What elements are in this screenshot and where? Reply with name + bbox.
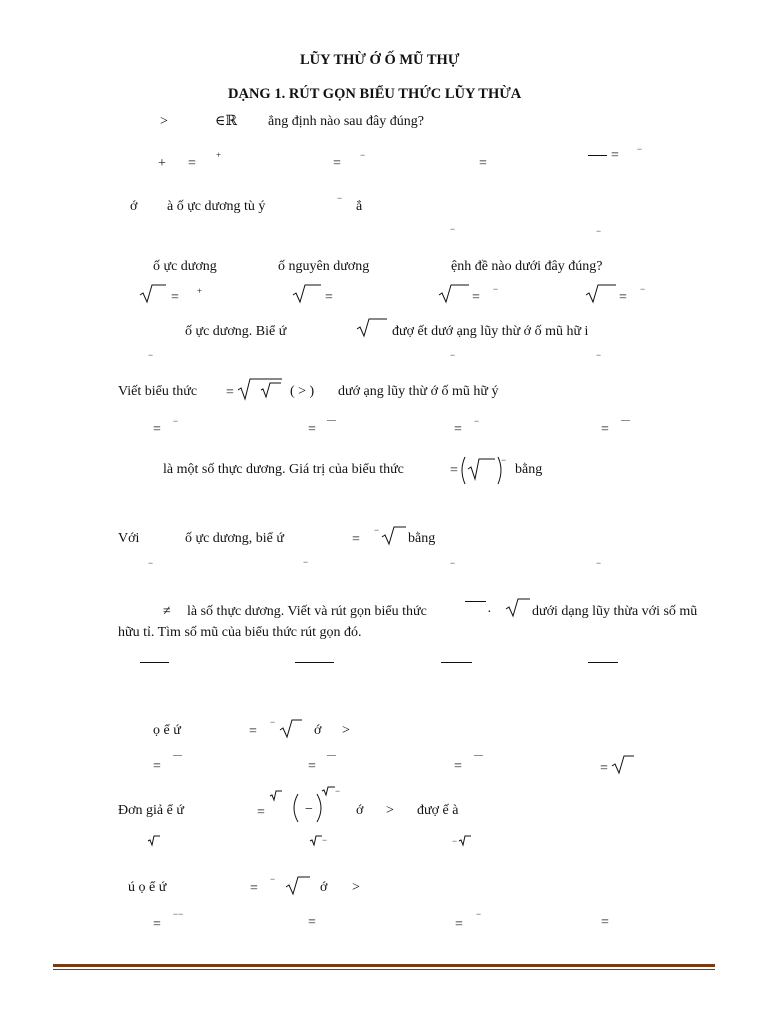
q1-stem-in-reals: ∈ℝ (215, 114, 237, 129)
q1-option-a-plus: + (158, 156, 166, 171)
q3-option-d-sup: − (640, 284, 646, 294)
q2-stem-with: ớ (130, 199, 138, 214)
q8-stem-radical (505, 598, 531, 618)
q11-stem-eq: = (250, 881, 258, 896)
q4-stem-text: ố ực dương. Biể ứ (185, 324, 287, 339)
q9-option-c-sup: — (474, 750, 483, 760)
q1-option-b-sup: − (360, 150, 366, 160)
q8-stem-text-2: dưới dạng lũy thừa với số mũ (532, 604, 698, 619)
q1-option-c-eq: = (479, 156, 487, 171)
q10-stem-eq: = (257, 805, 265, 820)
q10-stem-result: đượ ế à (417, 803, 459, 818)
q7-stem-radical (381, 526, 407, 546)
q7-stem-with: Với (118, 531, 140, 546)
q5-stem-nested-radical (237, 377, 283, 401)
footer-rule-thick (53, 964, 715, 967)
q2-stem-sup: − (337, 193, 343, 203)
q10-option-b-radical (309, 835, 323, 847)
q7-option-c: − (450, 558, 456, 568)
q10-option-c-radical (458, 835, 472, 847)
q9-option-d-radical (611, 755, 635, 775)
q11-option-b-eq: = (308, 915, 316, 930)
q1-option-d-eq: = (611, 148, 619, 163)
q6-stem-text: là một số thực dương. Giá trị của biểu thức (163, 462, 404, 477)
q7-stem-sup: − (374, 525, 380, 535)
q1-option-b-eq: = (333, 156, 341, 171)
q4-option-a: − (148, 350, 154, 360)
q10-option-a-radical (147, 835, 161, 847)
q10-stem-gt: > (386, 803, 394, 818)
q4-option-d: − (596, 350, 602, 360)
q3-stem-int: ố nguyên dương (278, 259, 370, 274)
q5-option-c-sup: − (474, 416, 480, 426)
q11-stem-with: ớ (320, 880, 328, 895)
q2-option-c: − (450, 224, 456, 234)
q4-option-c: − (450, 350, 456, 360)
q9-stem-gt: > (342, 723, 350, 738)
q9-option-d-eq: = (600, 761, 608, 776)
q9-option-a-sup: — (173, 750, 182, 760)
q11-option-a-eq: = (153, 917, 161, 932)
q9-option-b-eq: = (308, 759, 316, 774)
q3-option-a-eq: = (171, 290, 179, 305)
q8-option-b-fraction-bar (295, 662, 334, 663)
q7-option-a: − (148, 558, 154, 568)
q4-stem-radical (356, 318, 388, 338)
q8-stem-text-3: hữu tỉ. Tìm số mũ của biểu thức rút gọn đó. (118, 625, 362, 640)
q8-stem-dot: · (487, 605, 492, 620)
q11-option-d-eq: = (601, 915, 609, 930)
q11-stem-sup: − (270, 874, 276, 884)
q5-stem-rest: dướ ạng lũy thừ ớ ố mũ hữ ý (338, 384, 499, 399)
q7-stem-eq: = (352, 532, 360, 547)
q9-option-a-eq: = (153, 759, 161, 774)
q10-option-c-minus: − (452, 836, 458, 846)
q9-stem-radical (279, 719, 303, 739)
q2-stem-claim: ẳ (356, 199, 363, 214)
q1-stem-text: ẳng định nào sau đây đúng? (268, 114, 424, 129)
q1-stem-gt: > (160, 114, 168, 129)
q3-option-d-eq: = (619, 290, 627, 305)
q3-stem-real: ố ực dương (153, 259, 217, 274)
q8-option-c-fraction-bar (441, 662, 472, 663)
q11-option-a-sup: −− (173, 909, 184, 919)
q1-option-d-fraction-bar (588, 155, 607, 156)
q5-stem-text: Viết biểu thức (118, 384, 198, 399)
q9-stem-with: ớ (314, 723, 322, 738)
q9-stem-sup: − (270, 717, 276, 727)
q1-option-d-sup: − (637, 144, 643, 154)
q1-option-a-eq: = (188, 156, 196, 171)
q11-stem-text: ú ọ ể ứ (128, 880, 167, 895)
q9-stem-eq: = (249, 724, 257, 739)
q11-option-c-eq: = (455, 917, 463, 932)
q10-stem-text: Đơn giả ể ứ (118, 803, 184, 818)
q3-option-a-radical (139, 284, 167, 304)
q7-stem-equals-word: bằng (408, 531, 436, 546)
q8-option-a-fraction-bar (140, 662, 169, 663)
q5-stem-condition: ( > ) (290, 384, 315, 399)
q6-stem-sup: − (501, 455, 507, 465)
q8-option-d-fraction-bar (588, 662, 618, 663)
q3-option-a-sup: + (197, 286, 203, 296)
q3-option-c-eq: = (472, 290, 480, 305)
q9-stem-text: ọ ể ứ (153, 723, 181, 738)
q7-option-b: − (303, 557, 309, 567)
q3-stem-text: ệnh đề nào dưới đây đúng? (451, 259, 603, 274)
q10-option-b-sup: − (322, 835, 328, 845)
q5-option-c-eq: = (454, 422, 462, 437)
q5-stem-eq: = (226, 385, 234, 400)
q8-stem-text: là số thực dương. Viết và rút gọn biểu thức (187, 604, 427, 619)
q5-option-d-sup: — (621, 415, 630, 425)
q4-stem-written: đượ ết dướ ạng lũy thừ ớ ố mũ hữ i (392, 324, 589, 339)
q1-option-a-sup: + (216, 150, 222, 160)
q7-stem-text: ố ực dương, biể ứ (185, 531, 284, 546)
q3-option-b-eq: = (325, 290, 333, 305)
q5-option-a-sup: − (173, 416, 179, 426)
q10-stem-with: ớ (356, 803, 364, 818)
q9-option-b-sup: — (327, 750, 336, 760)
q11-stem-gt: > (352, 880, 360, 895)
footer-rule-thin (53, 969, 715, 970)
q5-option-b-eq: = (308, 422, 316, 437)
q6-stem-equals-word: bằng (515, 462, 543, 477)
q5-option-b-sup: — (327, 415, 336, 425)
q2-stem-text: à ố ực dương tù ý (167, 199, 266, 214)
q5-option-a-eq: = (153, 422, 161, 437)
q5-option-d-eq: = (601, 422, 609, 437)
q6-stem-eq: = (450, 463, 458, 478)
q2-option-d: − (596, 226, 602, 236)
q3-option-c-sup: − (493, 284, 499, 294)
q10-stem-minus: − (305, 802, 313, 817)
page-title: LŨY THỪ Ớ Ố MŨ THỰ (300, 52, 460, 68)
q7-option-d: − (596, 558, 602, 568)
q10-stem-sup: − (335, 786, 341, 796)
q8-stem-fraction-bar (465, 601, 486, 602)
q3-option-b-radical (292, 284, 322, 304)
section-heading: DẠNG 1. RÚT GỌN BIỂU THỨC LŨY THỪA (228, 86, 522, 102)
q3-option-d-radical (585, 284, 617, 304)
q6-stem-paren-radical (459, 455, 505, 487)
q9-option-c-eq: = (454, 759, 462, 774)
q8-stem-not-equal: ≠ (163, 604, 171, 619)
q3-option-c-radical (438, 284, 470, 304)
q11-option-c-sup: − (476, 909, 482, 919)
q11-stem-radical (285, 876, 311, 896)
